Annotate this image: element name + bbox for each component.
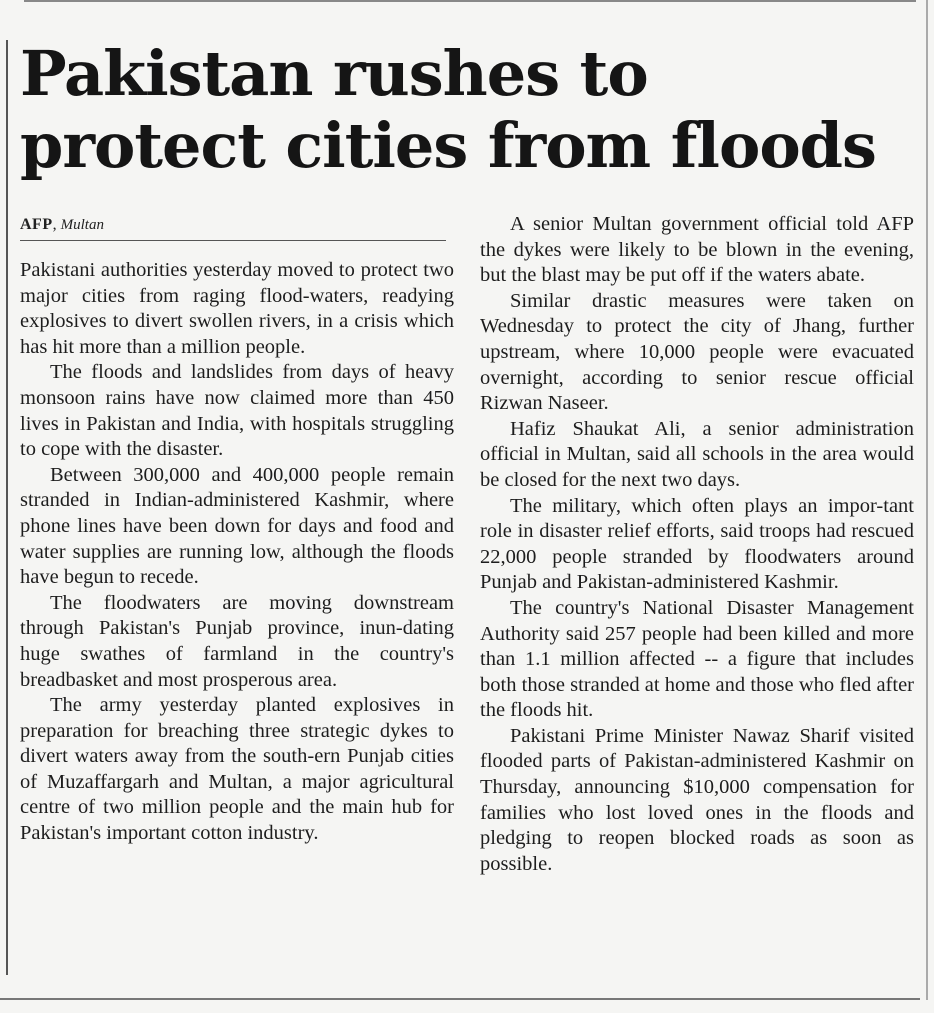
byline (20, 216, 104, 234)
paragraph: Pakistani Prime Minister Nawaz Sharif visited flooded parts of Pakistan-administered Kashmir on Thursday, announcing $10,000 compensation for families who lost loved ones in the floods and pledging to reopen blocked roads as soon as possible. (480, 724, 914, 875)
paragraph: Between 300,000 and 400,000 people remain stranded in Indian-administered Kashmir, where phone lines have been down for days and food and water supplies are running low, although the floods have begun to recede. (20, 463, 454, 589)
byline-separator: , (52, 216, 61, 233)
bottom-border-rule (0, 998, 920, 1000)
paragraph: Hafiz Shaukat Ali, a senior administration official in Multan, said all schools in the area would be closed for the next two days. (480, 417, 914, 491)
article-column-right (480, 212, 914, 877)
paragraph: The country's National Disaster Management Authority said 257 people had been killed and more than 1.1 million affected -- a figure that includes both those stranded at home and those who fled after the floods hit. (480, 596, 914, 722)
paragraph: Pakistani authorities yesterday moved to protect two major cities from raging flood-waters, readying explosives to divert swollen rivers, in a crisis which has hit more than a million people. (20, 259, 454, 358)
byline-rule (20, 240, 446, 241)
byline-location: Multan (60, 217, 104, 233)
byline-agency: AFP (20, 216, 53, 233)
paragraph: The military, which often plays an impor-tant role in disaster relief efforts, said troops had rescued 22,000 people stranded by floodwaters around Punjab and Pakistan-administered Kashmir. (480, 494, 914, 594)
top-border-rule (24, 0, 916, 2)
headline: Pakistan rushes to protect cities from floods (20, 37, 876, 182)
paragraph: Similar drastic measures were taken on Wednesday to protect the city of Jhang, further upstream, where 10,000 people were evacuated overnight, according to senior rescue official Rizwan Naseer. (480, 289, 914, 415)
paragraph: The floodwaters are moving downstream through Pakistan's Punjab province, inun-dating huge swathes of farmland in the country's breadbasket and most prosperous area. (20, 591, 454, 691)
left-border-rule (6, 40, 8, 975)
right-border-rule (926, 0, 928, 1000)
paragraph: A senior Multan government official told AFP the dykes were likely to be blown in the evening, but the blast may be put off if the waters abate. (480, 213, 914, 287)
paragraph: The floods and landslides from days of heavy monsoon rains have now claimed more than 450 lives in Pakistan and India, with hospitals struggling to cope with the disaster. (20, 361, 454, 461)
paragraph: The army yesterday planted explosives in preparation for breaching three strategic dykes to divert waters away from the south-ern Punjab cities of Muzaffargarh and Multan, a major agricultural centre of two million people and the main hub for Pakistan's important cotton industry. (20, 694, 454, 845)
article-column-left (20, 258, 454, 847)
